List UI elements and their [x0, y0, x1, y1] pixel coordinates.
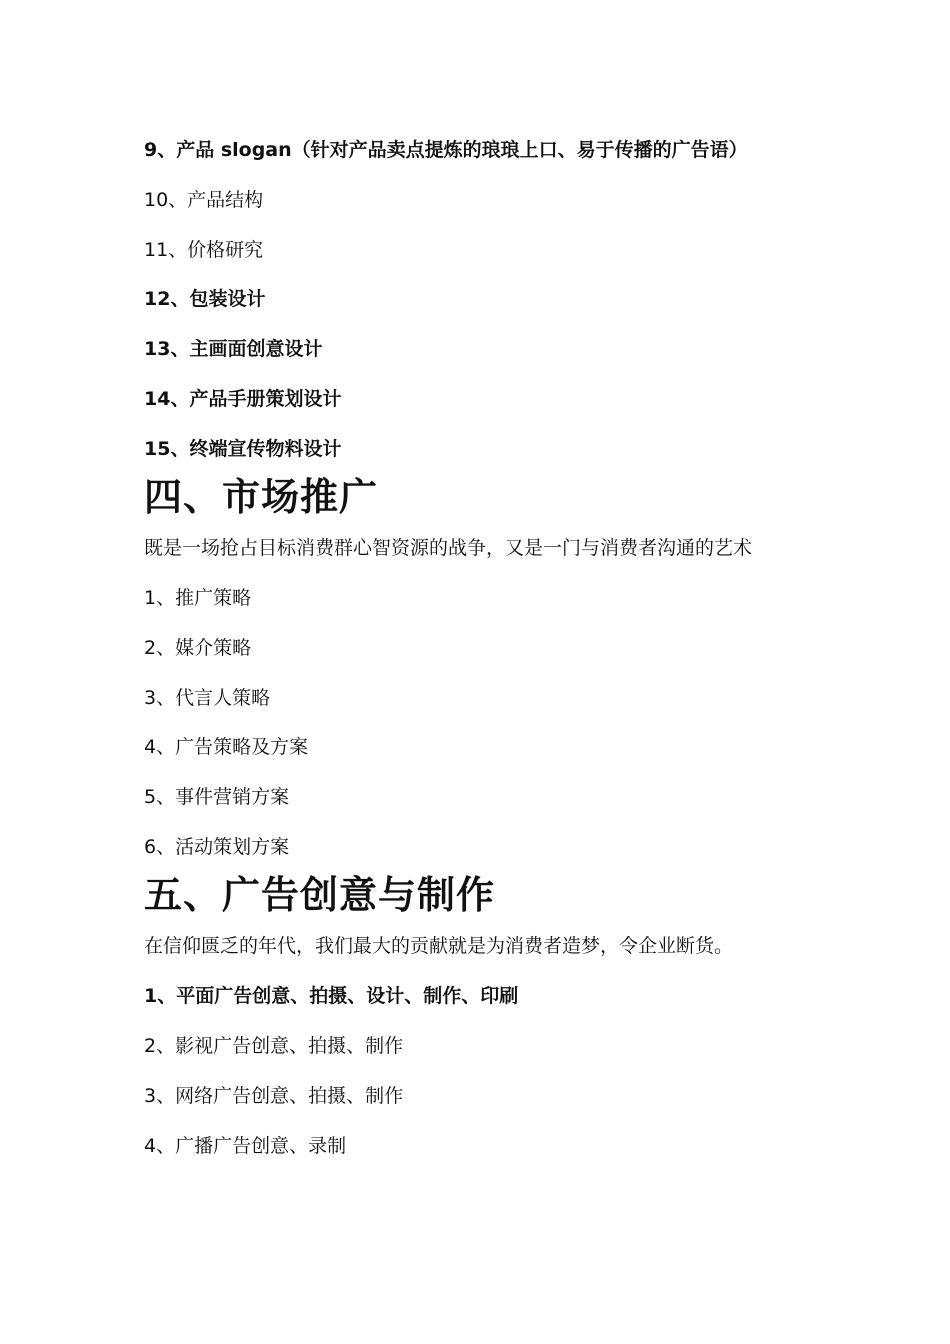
list-item-slogan: 9、产品 slogan（针对产品卖点提炼的琅琅上口、易于传播的广告语）	[144, 139, 748, 161]
list-item-product-structure: 10、产品结构	[144, 189, 264, 211]
list-item: 2、媒介策略	[144, 637, 252, 659]
section-heading-marketing: 四、市场推广	[144, 475, 379, 519]
list-item: 4、广告策略及方案	[144, 736, 309, 758]
list-item: 3、网络广告创意、拍摄、制作	[144, 1085, 404, 1107]
list-item: 3、代言人策略	[144, 687, 271, 709]
section-heading-ad-creative: 五、广告创意与制作	[144, 873, 496, 917]
list-item: 2、影视广告创意、拍摄、制作	[144, 1035, 404, 1057]
section-intro-ad-creative: 在信仰匮乏的年代，我们最大的贡献就是为消费者造梦，令企业断货。	[144, 935, 734, 957]
list-item-terminal-material-design: 15、终端宣传物料设计	[144, 438, 342, 460]
list-item-brochure-design: 14、产品手册策划设计	[144, 388, 342, 410]
list-item-main-visual-design: 13、主画面创意设计	[144, 338, 323, 360]
list-item: 1、推广策略	[144, 587, 252, 609]
list-item: 6、活动策划方案	[144, 836, 290, 858]
section-intro-marketing: 既是一场抢占目标消费群心智资源的战争，又是一门与消费者沟通的艺术	[144, 537, 753, 559]
list-item-price-research: 11、价格研究	[144, 239, 264, 261]
list-item: 5、事件营销方案	[144, 786, 290, 808]
list-item: 4、广播广告创意、录制	[144, 1135, 347, 1157]
list-item: 1、平面广告创意、拍摄、设计、制作、印刷	[144, 985, 519, 1007]
list-item-packaging-design: 12、包装设计	[144, 288, 266, 310]
